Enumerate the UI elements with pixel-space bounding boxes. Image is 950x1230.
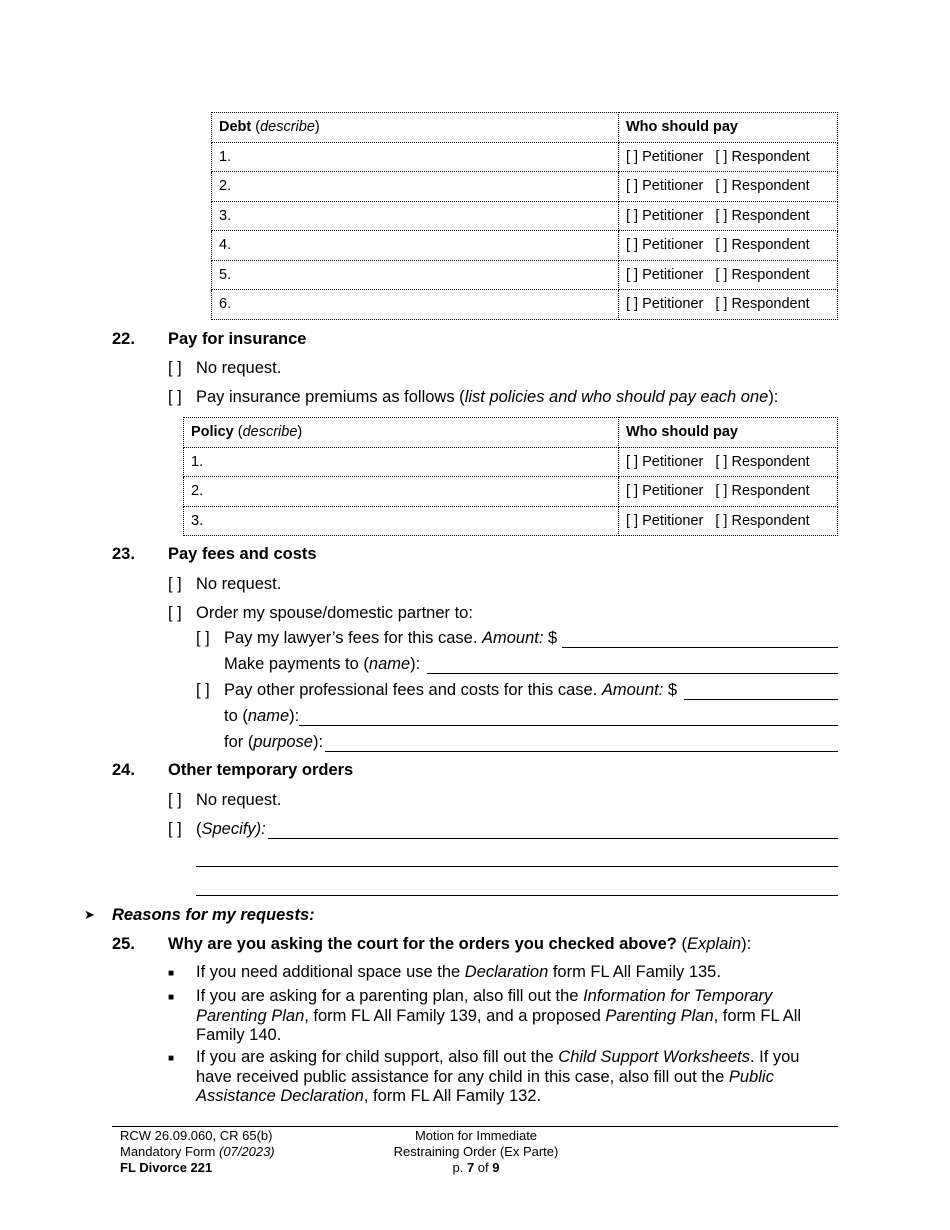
square-bullet-icon: ■ xyxy=(168,992,175,1003)
row-number[interactable]: 6. xyxy=(212,290,619,320)
s24-no-request-label: No request. xyxy=(196,791,282,809)
policy-table-header xyxy=(184,418,838,448)
specify-field-line-2[interactable] xyxy=(196,866,838,867)
bullet-3-text: If you are asking for child support, also fill out the Child Support Worksheets. If you have received public assistance for any child in this case, also fill out the Public Assistance Declaration, form FL All Family 132. xyxy=(196,1048,800,1105)
footer-rule xyxy=(112,1126,838,1127)
s23-order-checkbox[interactable]: [ ] xyxy=(168,604,182,622)
section-24-title: Other temporary orders xyxy=(168,761,354,779)
petitioner-checkbox[interactable]: [ ] Petitioner xyxy=(626,148,704,165)
square-bullet-icon: ■ xyxy=(168,968,175,979)
section-22-title: Pay for insurance xyxy=(168,330,307,348)
section-23-number: 23. xyxy=(112,545,135,563)
row-number[interactable]: 5. xyxy=(212,260,619,290)
policy-col-header: Policy (describe) xyxy=(184,418,619,448)
other-fee-to-name-field[interactable] xyxy=(299,725,838,726)
lawyer-fee-amount-field[interactable] xyxy=(562,647,838,648)
reasons-header: Reasons for my requests: xyxy=(112,906,315,924)
table-row xyxy=(212,290,838,320)
row-number[interactable]: 2. xyxy=(184,477,619,507)
who-pays-col-header: Who should pay xyxy=(619,418,838,448)
petitioner-checkbox[interactable]: [ ] Petitioner xyxy=(626,237,704,254)
petitioner-checkbox[interactable]: [ ] Petitioner xyxy=(626,178,704,195)
footer-title-2: Restraining Order (Ex Parte) xyxy=(393,1144,559,1159)
row-number[interactable]: 2. xyxy=(212,172,619,202)
who-pays-cell xyxy=(619,201,838,231)
payto-name-field[interactable] xyxy=(427,673,838,674)
s23-other-fees-checkbox[interactable]: [ ] xyxy=(196,681,210,699)
footer-form-number: FL Divorce 221 xyxy=(120,1160,213,1175)
table-row xyxy=(184,506,838,536)
section-25-number: 25. xyxy=(112,935,135,953)
bullet-2-text: If you are asking for a parenting plan, also fill out the Information for Temporary Parenting Plan, form FL All Family 139, and a proposed Parenting Plan, form FL All Family 140. xyxy=(196,987,802,1044)
row-number[interactable]: 3. xyxy=(212,201,619,231)
who-pays-cell xyxy=(619,172,838,202)
debt-col-header: Debt (describe) xyxy=(212,113,619,143)
debt-table xyxy=(211,112,838,320)
footer-mandatory-form: Mandatory Form (07/2023) xyxy=(120,1144,275,1159)
petitioner-checkbox[interactable]: [ ] Petitioner xyxy=(626,207,704,224)
who-pays-cell xyxy=(619,231,838,261)
s23-no-request-checkbox[interactable]: [ ] xyxy=(168,575,182,593)
s24-specify-checkbox[interactable]: [ ] xyxy=(168,820,182,838)
square-bullet-icon: ■ xyxy=(168,1053,175,1064)
s22-premiums-label: Pay insurance premiums as follows (list policies and who should pay each one): xyxy=(196,388,779,406)
table-row xyxy=(212,142,838,172)
who-pays-cell xyxy=(619,260,838,290)
s23-lawyer-fees-checkbox[interactable]: [ ] xyxy=(196,629,210,647)
row-number[interactable]: 1. xyxy=(212,142,619,172)
footer-center xyxy=(360,1128,592,1176)
s22-no-request-label: No request. xyxy=(196,359,282,377)
petitioner-checkbox[interactable]: [ ] Petitioner xyxy=(626,266,704,283)
respondent-checkbox[interactable]: [ ] Respondent xyxy=(715,483,810,500)
policy-table xyxy=(183,417,838,536)
other-fee-amount-field[interactable] xyxy=(684,699,838,700)
respondent-checkbox[interactable]: [ ] Respondent xyxy=(715,453,810,470)
table-row xyxy=(184,447,838,477)
section-25-title: Why are you asking the court for the orders you checked above? (Explain): xyxy=(168,935,752,953)
who-pays-cell xyxy=(619,142,838,172)
specify-field-line-1[interactable] xyxy=(268,838,838,839)
who-pays-col-header: Who should pay xyxy=(619,113,838,143)
table-row xyxy=(184,477,838,507)
s23-other-fees-label: Pay other professional fees and costs for this case. Amount: $ xyxy=(224,681,678,699)
s23-no-request-label: No request. xyxy=(196,575,282,593)
footer-page-number: p. 7 of 9 xyxy=(452,1160,500,1175)
table-row xyxy=(212,260,838,290)
petitioner-checkbox[interactable]: [ ] Petitioner xyxy=(626,296,704,313)
arrow-bullet-icon: ➤ xyxy=(84,907,95,922)
s23-to-label: to (name): xyxy=(224,707,300,725)
respondent-checkbox[interactable]: [ ] Respondent xyxy=(715,178,810,195)
s23-payto-label: Make payments to (name): xyxy=(224,655,421,673)
s23-for-label: for (purpose): xyxy=(224,733,324,751)
who-pays-cell xyxy=(619,506,838,536)
s24-no-request-checkbox[interactable]: [ ] xyxy=(168,791,182,809)
row-number[interactable]: 4. xyxy=(212,231,619,261)
bullet-1-text: If you need additional space use the Declaration form FL All Family 135. xyxy=(196,963,721,981)
specify-field-line-3[interactable] xyxy=(196,895,838,896)
s22-no-request-checkbox[interactable]: [ ] xyxy=(168,359,182,377)
debt-table-header xyxy=(212,113,838,143)
section-22-number: 22. xyxy=(112,330,135,348)
respondent-checkbox[interactable]: [ ] Respondent xyxy=(715,296,810,313)
petitioner-checkbox[interactable]: [ ] Petitioner xyxy=(626,453,704,470)
s23-order-label: Order my spouse/domestic partner to: xyxy=(196,604,473,622)
section-23-title: Pay fees and costs xyxy=(168,545,317,563)
s23-lawyer-fees-label: Pay my lawyer’s fees for this case. Amount: $ xyxy=(224,629,558,647)
who-pays-cell xyxy=(619,447,838,477)
footer-statute: RCW 26.09.060, CR 65(b) xyxy=(120,1128,273,1143)
row-number[interactable]: 1. xyxy=(184,447,619,477)
footer-title-1: Motion for Immediate xyxy=(414,1128,538,1143)
who-pays-cell xyxy=(619,290,838,320)
petitioner-checkbox[interactable]: [ ] Petitioner xyxy=(626,483,704,500)
s22-premiums-checkbox[interactable]: [ ] xyxy=(168,388,182,406)
table-row xyxy=(212,201,838,231)
petitioner-checkbox[interactable]: [ ] Petitioner xyxy=(626,512,704,529)
row-number[interactable]: 3. xyxy=(184,506,619,536)
s24-specify-label: (Specify): xyxy=(196,820,266,838)
respondent-checkbox[interactable]: [ ] Respondent xyxy=(715,266,810,283)
respondent-checkbox[interactable]: [ ] Respondent xyxy=(715,237,810,254)
section-24-number: 24. xyxy=(112,761,135,779)
footer-left xyxy=(120,1128,275,1176)
respondent-checkbox[interactable]: [ ] Respondent xyxy=(715,207,810,224)
other-fee-purpose-field[interactable] xyxy=(325,751,838,752)
table-row xyxy=(212,231,838,261)
respondent-checkbox[interactable]: [ ] Respondent xyxy=(715,148,810,165)
respondent-checkbox[interactable]: [ ] Respondent xyxy=(715,512,810,529)
who-pays-cell xyxy=(619,477,838,507)
table-row xyxy=(212,172,838,202)
